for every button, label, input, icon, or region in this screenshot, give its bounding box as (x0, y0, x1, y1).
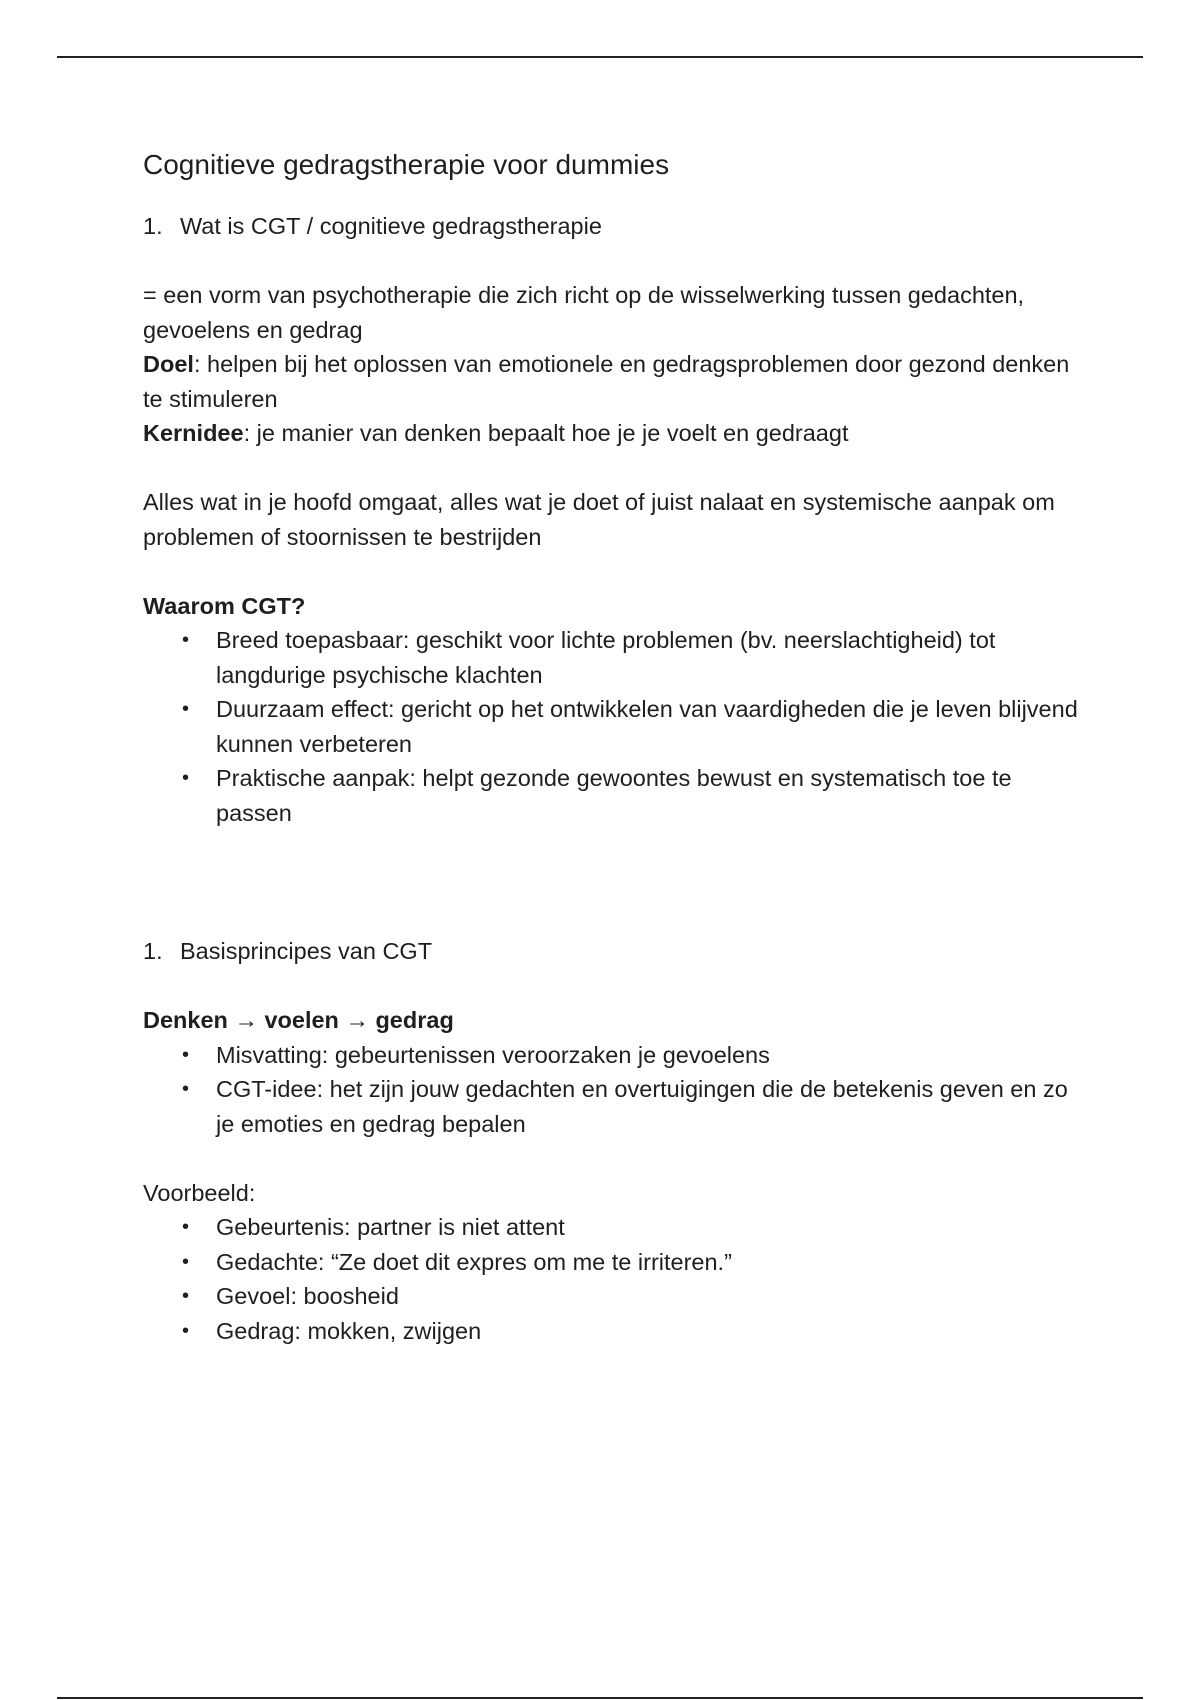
top-horizontal-rule (57, 56, 1143, 58)
list-item (143, 1038, 1083, 1073)
bullet-icon: • (182, 1250, 190, 1273)
kernidee-label: Kernidee (143, 420, 244, 446)
section-heading-text: Basisprincipes van CGT (180, 938, 433, 964)
why-cgt-list (143, 623, 1083, 830)
flow-heading (143, 1003, 1083, 1038)
bullet-icon: • (182, 1078, 190, 1100)
bottom-horizontal-rule (57, 1697, 1143, 1699)
list-item (143, 1314, 1083, 1349)
list-item (143, 692, 1083, 761)
list-item-text: Gebeurtenis: partner is niet attent (216, 1214, 565, 1240)
list-item-text: Misvatting: gebeurtenissen veroorzaken je gevoelens (216, 1041, 770, 1068)
section-heading-text: Wat is CGT / cognitieve gedragstherapie (180, 213, 602, 239)
section-heading-what-is-cgt (143, 209, 1083, 244)
kernidee-line (143, 416, 1083, 451)
list-item-text: Breed toepasbaar: geschikt voor lichte problemen (bv. neerslachtigheid) tot langdurige psychische klachten (216, 627, 996, 688)
flow-list (143, 1038, 1083, 1142)
bullet-icon: • (182, 698, 190, 720)
definition-text: = een vorm van psychotherapie die zich richt op de wisselwerking tussen gedachten, gevoelens en gedrag (143, 282, 1025, 343)
list-item-text: Praktische aanpak: helpt gezonde gewoontes bewust en systematisch toe te passen (216, 765, 1012, 826)
bullet-icon: • (182, 1319, 190, 1342)
example-list (143, 1210, 1083, 1348)
list-item-text: Gedrag: mokken, zwijgen (216, 1317, 482, 1344)
list-item (143, 1072, 1083, 1141)
doel-text: : helpen bij het oplossen van emotionele en gedragsproblemen door gezond denken te stimuleren (143, 351, 1070, 412)
bullet-icon: • (182, 767, 190, 789)
list-item (143, 623, 1083, 692)
section-heading-basisprincipes (143, 934, 1083, 969)
paragraph-text: Alles wat in je hoofd omgaat, alles wat je doet of juist nalaat en systemische aanpak om problemen of stoornissen te bestrijden (143, 489, 1055, 550)
list-item (143, 761, 1083, 830)
flow-heading-text: Denken → voelen → gedrag (143, 1007, 454, 1033)
bullet-icon: • (182, 1216, 190, 1238)
list-item-text: Duurzaam effect: gericht op het ontwikkelen van vaardigheden die je leven blijvend kunnen verbeteren (216, 696, 1078, 757)
section-number: 1. (143, 213, 163, 239)
kernidee-text: : je manier van denken bepaalt hoe je je voelt en gedraagt (243, 420, 849, 446)
document-body (143, 146, 1083, 1348)
bullet-icon: • (182, 1043, 190, 1066)
doel-line (143, 347, 1083, 416)
section-number: 1. (143, 938, 163, 964)
list-item (143, 1210, 1083, 1245)
list-item-text: Gedachte: “Ze doet dit expres om me te irriteren.” (216, 1248, 732, 1275)
bullet-icon: • (182, 629, 190, 651)
list-item-text: CGT-idee: het zijn jouw gedachten en overtuigingen die de betekenis geven en zo je emoties en gedrag bepalen (216, 1076, 1068, 1137)
list-item-text: Gevoel: boosheid (216, 1283, 399, 1309)
list-item (143, 1245, 1083, 1280)
bullet-icon: • (182, 1285, 190, 1307)
document-title: Cognitieve gedragstherapie voor dummies (143, 149, 670, 180)
doel-label: Doel (143, 351, 194, 377)
example-label: Voorbeeld: (143, 1179, 256, 1206)
why-cgt-heading-text: Waarom CGT? (143, 592, 306, 619)
why-cgt-heading (143, 589, 1083, 624)
list-item (143, 1279, 1083, 1314)
